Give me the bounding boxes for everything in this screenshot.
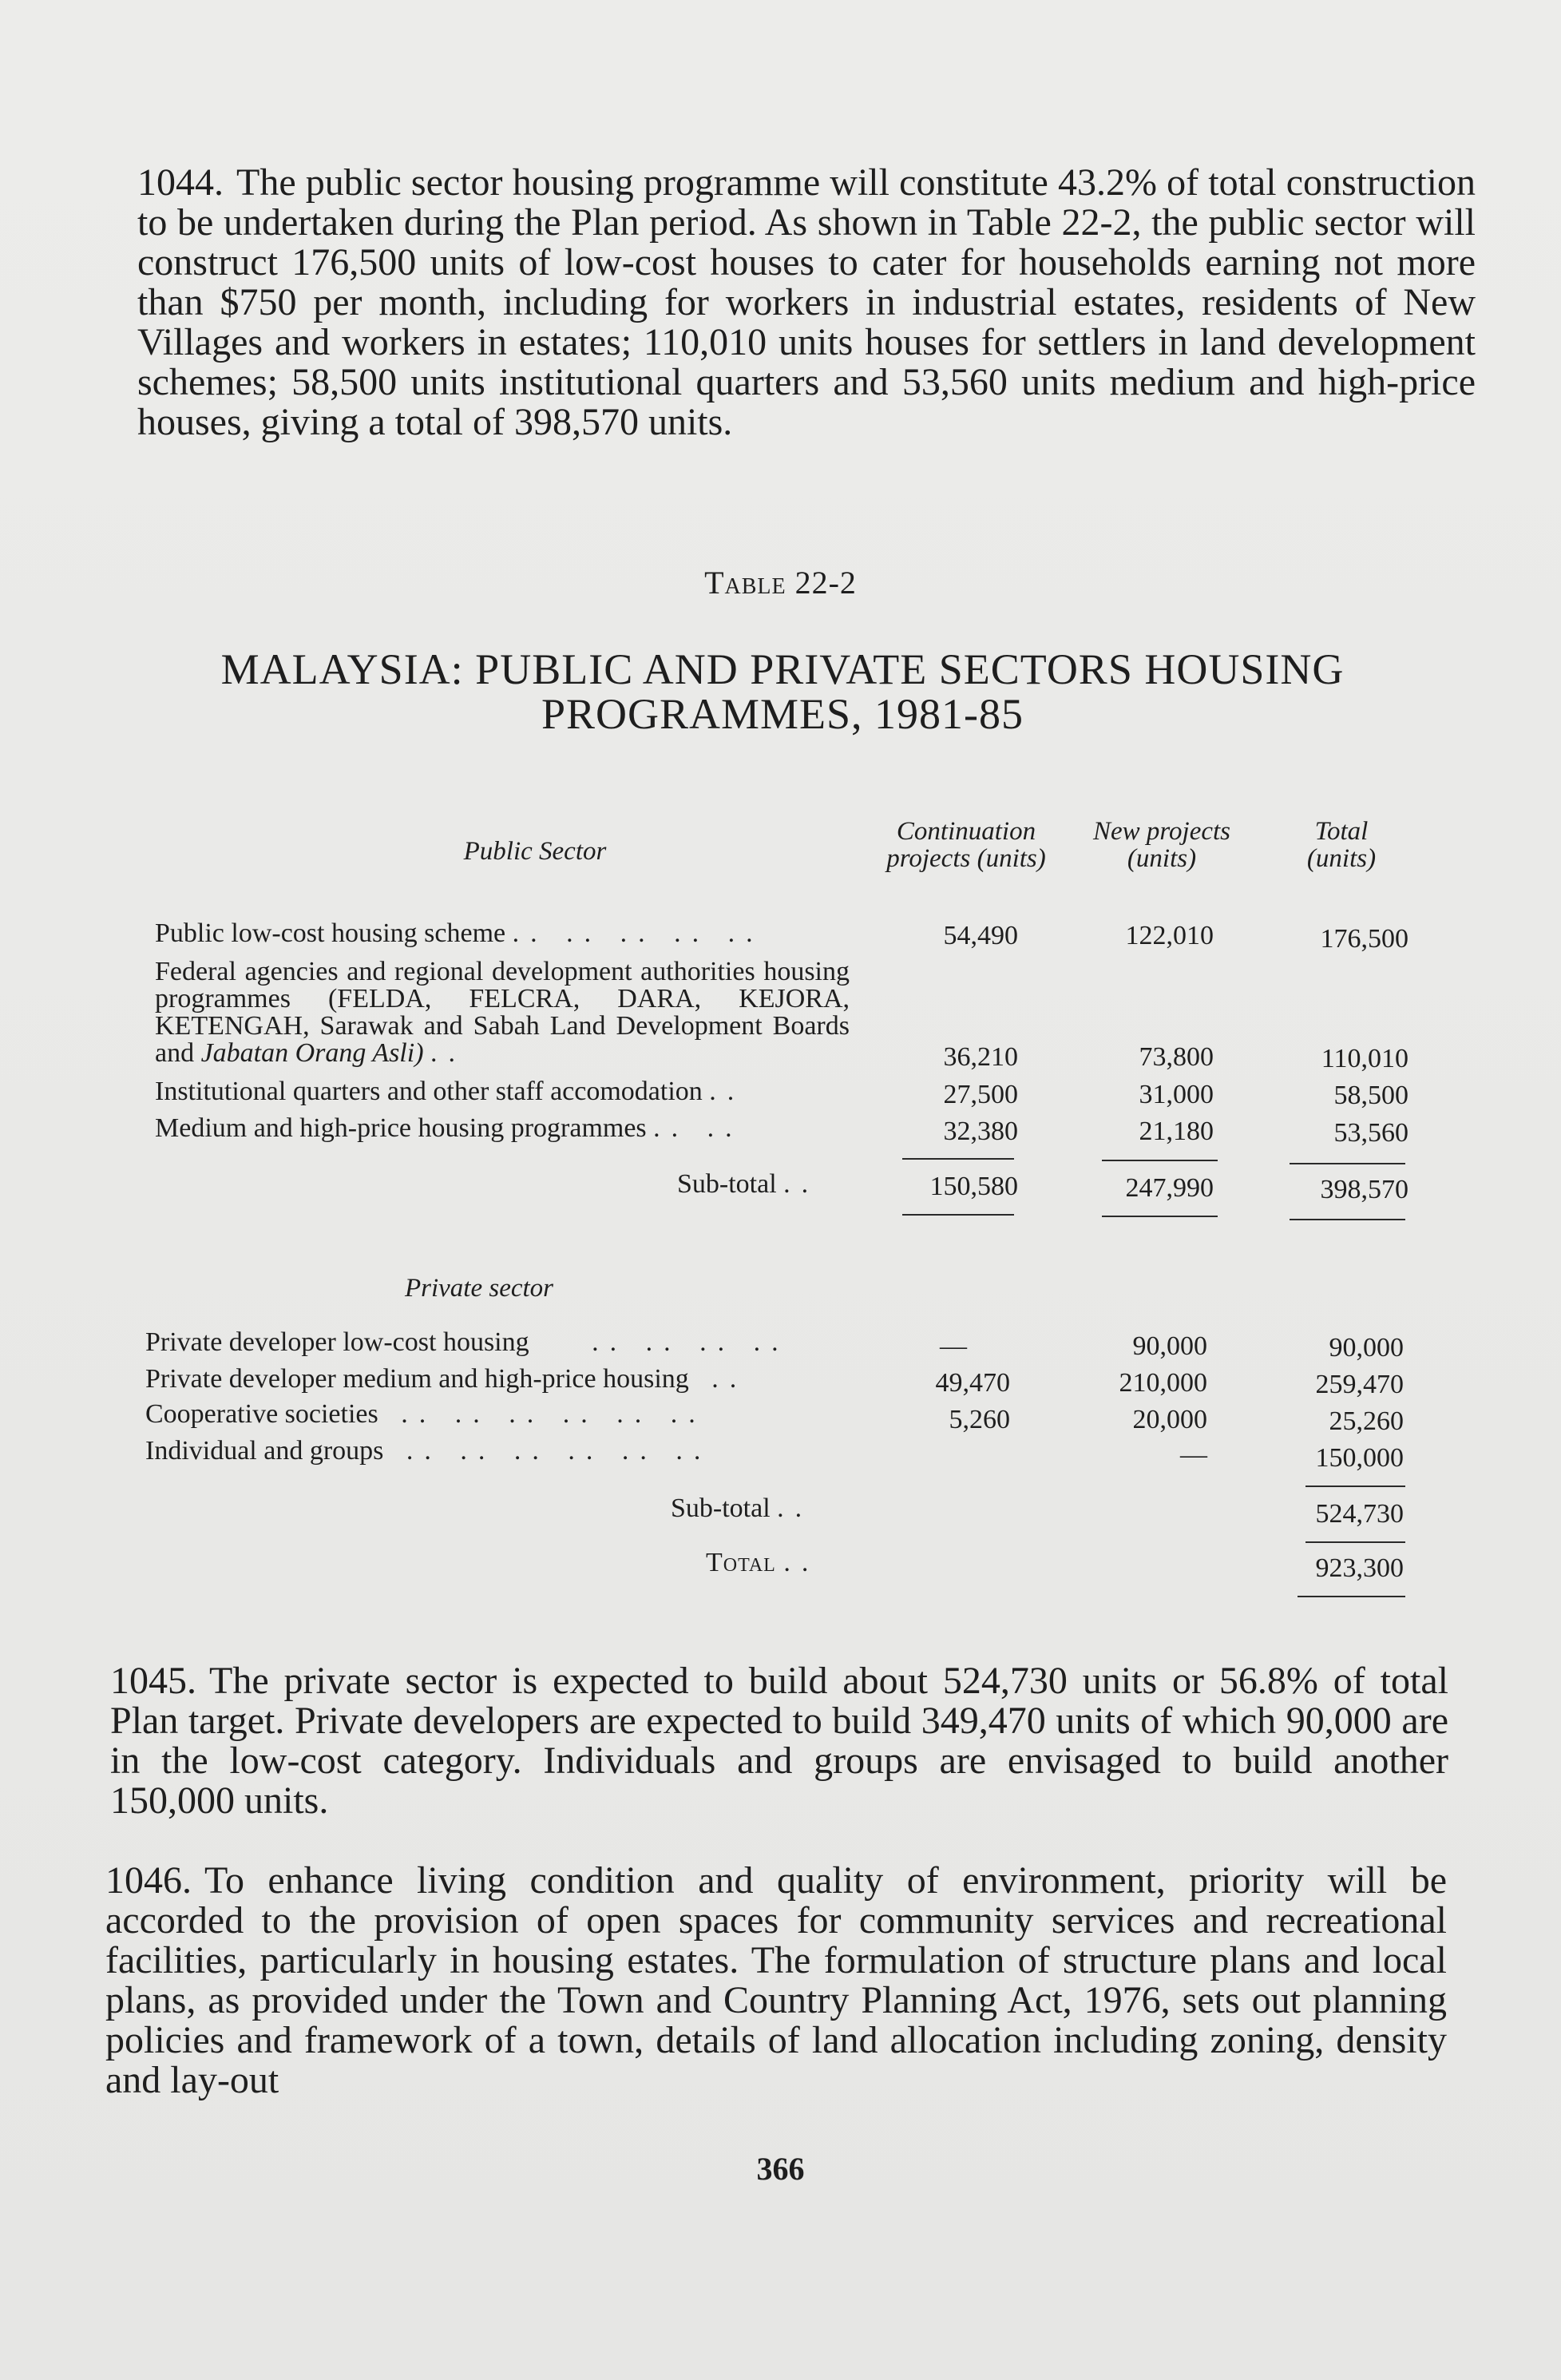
cell-new: — bbox=[1180, 1440, 1207, 1470]
subtotal-total: 398,570 bbox=[1320, 1175, 1408, 1204]
row-label: Private developer low-cost housing .. .. .. .. bbox=[145, 1327, 790, 1357]
rule-private-subtotal-above bbox=[1305, 1486, 1405, 1487]
paragraph-1044 bbox=[137, 163, 1476, 442]
table-title: MALAYSIA: PUBLIC AND PRIVATE SECTORS HOUSING PROGRAMMES, 1981-85 bbox=[220, 645, 1345, 738]
subtotal-total: 524,730 bbox=[1315, 1499, 1404, 1529]
cell-total: 176,500 bbox=[1320, 924, 1408, 954]
grand-total-value: 923,300 bbox=[1315, 1553, 1404, 1583]
header-public-sector: Public Sector bbox=[463, 837, 607, 866]
row-label: Public low-cost housing scheme .. .. .. .. .. bbox=[155, 918, 764, 948]
cell-continuation: 5,260 bbox=[949, 1405, 1010, 1434]
cell-continuation: 36,210 bbox=[943, 1042, 1018, 1072]
cell-total: 150,000 bbox=[1315, 1443, 1404, 1473]
row-label: Institutional quarters and other staff accomodation .. bbox=[155, 1077, 746, 1106]
table-label: Table 22-2 bbox=[704, 565, 857, 601]
subtotal-continuation: 150,580 bbox=[929, 1172, 1018, 1201]
cell-total: 259,470 bbox=[1315, 1370, 1404, 1399]
cell-continuation: 27,500 bbox=[943, 1080, 1018, 1109]
grand-total-label: Total .. bbox=[706, 1548, 820, 1577]
private-sector-heading: Private sector bbox=[404, 1274, 554, 1303]
row-label: Private developer medium and high-price housing .. bbox=[145, 1364, 748, 1394]
row-label: Medium and high-price housing programmes .. .. bbox=[155, 1113, 743, 1143]
paragraph-1045 bbox=[110, 1661, 1448, 1821]
cell-continuation: 32,380 bbox=[943, 1117, 1018, 1146]
cell-continuation: — bbox=[940, 1331, 967, 1361]
subtotal-label: Sub-total .. bbox=[677, 1169, 820, 1199]
cell-new: 21,180 bbox=[1139, 1117, 1214, 1146]
cell-total: 58,500 bbox=[1333, 1081, 1408, 1110]
rule-continuation-above bbox=[902, 1158, 1014, 1160]
subtotal-label: Sub-total .. bbox=[671, 1493, 814, 1523]
subtotal-new: 247,990 bbox=[1125, 1173, 1214, 1203]
rule-continuation-below bbox=[902, 1214, 1014, 1216]
row-label-multiline: Federal agencies and regional development authorities housing programmes (FELDA, FELCRA, DARA, KEJORA, KETENGAH, Sarawak and Sabah Land Development Boards and Jabatan Orang Asli) .. bbox=[155, 957, 850, 1068]
row-label: Cooperative societies .. .. .. .. .. .. bbox=[145, 1399, 707, 1429]
rule-new-below bbox=[1102, 1216, 1218, 1217]
paragraph-number: 1046. bbox=[105, 1859, 192, 1902]
cell-total: 110,010 bbox=[1321, 1044, 1408, 1073]
paragraph-1046 bbox=[105, 1861, 1447, 2100]
cell-new: 20,000 bbox=[1132, 1405, 1207, 1434]
header-total: Total (units) bbox=[1306, 817, 1377, 873]
cell-new: 90,000 bbox=[1132, 1331, 1207, 1361]
rule-total-below bbox=[1290, 1219, 1405, 1220]
paragraph-number: 1045. bbox=[110, 1660, 196, 1702]
rule-grand-total-below bbox=[1298, 1596, 1405, 1597]
header-new-projects: New projects (units) bbox=[1092, 817, 1230, 873]
row-label: Individual and groups .. .. .. .. .. .. bbox=[145, 1436, 712, 1466]
cell-total: 90,000 bbox=[1329, 1333, 1404, 1363]
cell-new: 122,010 bbox=[1125, 921, 1214, 950]
paragraph-number: 1044. bbox=[137, 161, 224, 204]
cell-new: 73,800 bbox=[1139, 1042, 1214, 1072]
rule-private-subtotal-below bbox=[1305, 1541, 1405, 1543]
page-number: 366 bbox=[756, 2151, 805, 2187]
header-continuation: Continuation projects (units) bbox=[886, 817, 1046, 873]
cell-new: 210,000 bbox=[1119, 1368, 1207, 1398]
paragraph-text: To enhance living condition and quality of environment, priority will be accorded to the provision of open spaces for community services and recreational facilities, particularly in housing estates. The formulation of structure plans and local plans, as provided under the Town and Country Planning Act, 1976, sets out planning policies and framework of a town, details of land allocation including zoning, density and lay-out bbox=[105, 1859, 1447, 2101]
cell-continuation: 54,490 bbox=[943, 921, 1018, 950]
rule-total-above bbox=[1290, 1163, 1405, 1164]
paragraph-text: The private sector is expected to build about 524,730 units or 56.8% of total Plan target. Private developers are expected to build 349,470 units of which 90,000 are in the low-cost category. Individuals and groups are envisaged to build another 150,000 units. bbox=[110, 1660, 1448, 1822]
paragraph-text: The public sector housing programme will constitute 43.2% of total construction to be undertaken during the Plan period. As shown in Table 22-2, the public sector will construct 176,500 units of low-cost houses to cater for households earning not more than $750 per month, including for workers in industrial estates, residents of New Villages and workers in estates; 110,010 units houses for settlers in land development schemes; 58,500 units institutional quarters and 53,560 units medium and high-price houses, giving a total of 398,570 units. bbox=[137, 161, 1476, 443]
cell-continuation: 49,470 bbox=[935, 1368, 1010, 1398]
rule-new-above bbox=[1102, 1160, 1218, 1161]
cell-new: 31,000 bbox=[1139, 1080, 1214, 1109]
cell-total: 53,560 bbox=[1333, 1118, 1408, 1148]
cell-total: 25,260 bbox=[1329, 1406, 1404, 1436]
